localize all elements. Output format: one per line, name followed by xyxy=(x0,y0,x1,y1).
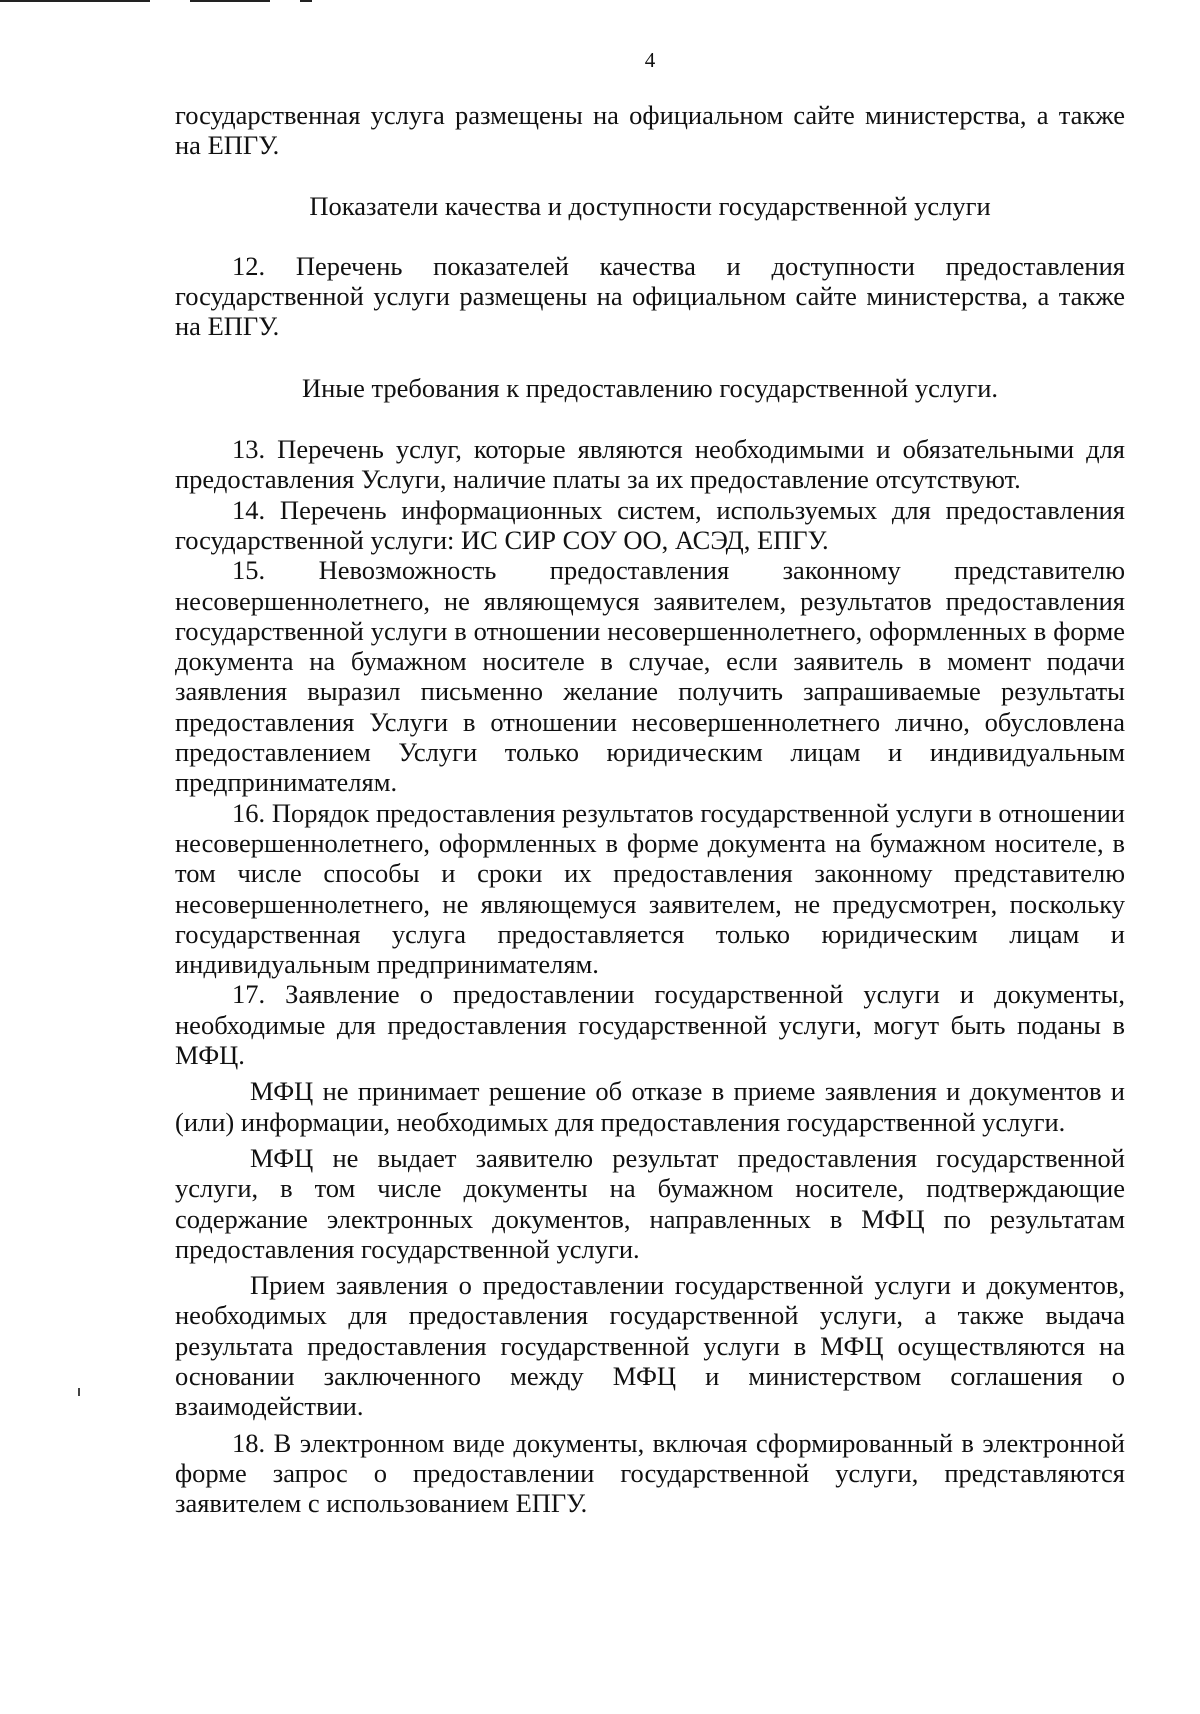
scan-edge-line xyxy=(0,0,150,2)
paragraph-17-mfc-result: МФЦ не выдает заявителю результат предоставления государственной услуги, в том числе документы на бумажном носителе, подтверждающие содержание электронных документов, направленных в МФЦ по результатам предоставления государственной услуги. xyxy=(175,1142,1125,1264)
paragraph-16: 16. Порядок предоставления результатов государственной услуги в отношении несовершеннолетнего, оформленных в форме документа на бумажном носителе, в том числе способы и сроки их предоставления законному представителю несовершеннолетнего, не являющемуся заявителем, не предусмотрен, поскольку государственная услуга предоставляется только юридическим лицам и индивидуальным предпринимателям. xyxy=(175,797,1125,980)
paragraph-13: 13. Перечень услуг, которые являются необходимыми и обязательными для предоставления Услуги, наличие платы за их предоставление отсутствуют. xyxy=(175,434,1125,495)
page-number: 4 xyxy=(644,48,656,72)
paragraph-14: 14. Перечень информационных систем, используемых для предоставления государственной услуги: ИС СИР СОУ ОО, АСЭД, ЕПГУ. xyxy=(175,494,1125,555)
section-heading-quality: Показатели качества и доступности государственной услуги xyxy=(309,190,991,221)
document-body xyxy=(175,100,1125,1518)
scan-edge-line xyxy=(190,0,270,2)
paragraph-17-mfc-agreement: Прием заявления о предоставлении государственной услуги и документов, необходимых для предоставления государственной услуги, а также выдача результата предоставления государственной услуги в МФЦ осуществляются на основании заключенного между МФЦ и министерством соглашения о взаимодействии. xyxy=(175,1270,1125,1422)
paragraph-18: 18. В электронном виде документы, включая сформированный в электронной форме запрос о предоставлении государственной услуги, представляются заявителем с использованием ЕПГУ. xyxy=(175,1427,1125,1519)
paragraph-15: 15. Невозможность предоставления законному представителю несовершеннолетнего, не являющемуся заявителем, результатов предоставления государственной услуги в отношении несовершеннолетнего, оформленных в форме документа на бумажном носителе в случае, если заявитель в момент подачи заявления выразил письменно желание получить запрашиваемые результаты предоставления Услуги в отношении несовершеннолетнего лично, обусловлена предоставлением Услуги только юридическим лицам и индивидуальным предпринимателям. xyxy=(175,555,1125,798)
paragraph-17-mfc-refusal: МФЦ не принимает решение об отказе в приеме заявления и документов и (или) информации, необходимых для предоставления государственной услуги. xyxy=(175,1076,1125,1137)
paragraph-17: 17. Заявление о предоставлении государственной услуги и документы, необходимые для предоставления государственной услуги, могут быть поданы в МФЦ. xyxy=(175,979,1125,1071)
scan-artifact-mark xyxy=(78,1388,80,1396)
section-heading-other-requirements: Иные требования к предоставлению государственной услуги. xyxy=(301,372,998,403)
paragraph-intro: государственная услуга размещены на официальном сайте министерства, а также на ЕПГУ. xyxy=(175,100,1125,161)
scan-edge-line xyxy=(300,0,312,2)
paragraph-12: 12. Перечень показателей качества и доступности предоставления государственной услуги размещены на официальном сайте министерства, а также на ЕПГУ. xyxy=(175,250,1125,342)
